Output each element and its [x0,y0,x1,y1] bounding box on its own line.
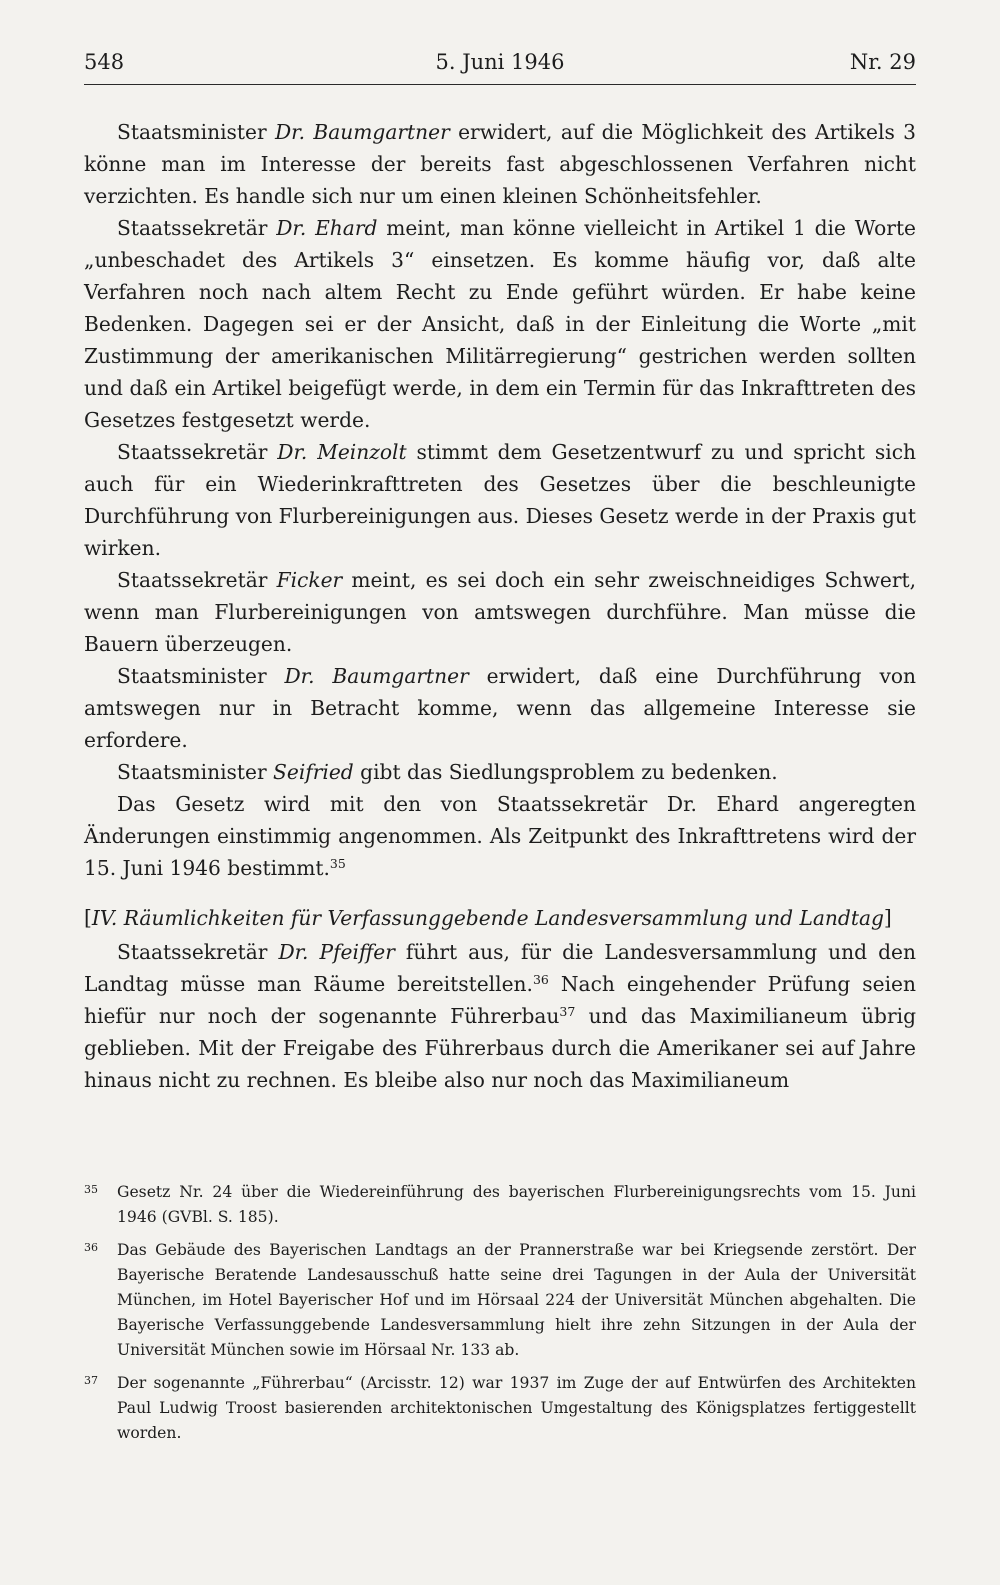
footnote-text: Der sogenannte „Führerbau“ (Arcisstr. 12) war 1937 im Zuge der auf Entwürfen des Architekten Paul Ludwig Troost basierenden architektonischen Umgestaltung des Königsplatzes fertiggestellt worden. [117,1374,916,1442]
footnote-number: 36 [84,1241,98,1254]
paragraph-text: erwidert, auf die Möglichkeit des Artikels 3 könne man im Interesse der bereits fast abgeschlossenen Verfahren nicht verzichten. Es handle sich nur um einen kleinen Schönheitsfehler. [84,120,917,208]
paragraph [84,936,916,1096]
header-date: 5. Juni 1946 [435,50,565,74]
speaker-role: Staatsminister [117,120,267,144]
speaker-title: Dr. [276,216,307,240]
speaker-name: Baumgartner [332,664,469,688]
paragraph-text: und das Maximilianeum übrig geblieben. Mit der Freigabe des Führerbaus durch die Amerikaner sei auf Jahre hinaus nicht zu rechnen. Es bleibe also nur noch das Maximilianeum [84,1004,916,1092]
speaker-role: Staatsminister [117,664,267,688]
running-header [84,50,916,84]
paragraph-text: führt aus, für die Landesversammlung und den Landtag müsse man Räume bereitstellen. [84,940,916,996]
heading-bracket-open: [ [84,906,92,930]
footnote-ref[interactable]: 37 [559,1004,576,1020]
footnote-ref[interactable]: 35 [329,856,346,872]
speaker-role: Staatssekretär [117,568,268,592]
footnote-ref[interactable]: 36 [532,972,549,988]
header-rule [84,84,916,85]
speaker-name: Meinzolt [317,440,407,464]
footnote-text: Das Gebäude des Bayerischen Landtags an der Prannerstraße war bei Kriegsende zerstört. Der Bayerische Beratende Landesausschuß hatte seine drei Tagungen in der Aula der Universität München, im Hotel Bayerischer Hof und im Hörsaal 224 der Universität München abgehalten. Die Bayerische Verfassunggebende Landesversammlung hielt ihre zehn Sitzungen in der Aula der Universität München sowie im Hörsaal Nr. 133 ab. [117,1241,916,1359]
page-number: 548 [84,50,125,74]
resolution-text: Das Gesetz wird mit den von Staatssekretär Dr. Ehard angeregten Änderungen einstimmig angenommen. Als Zeitpunkt des Inkrafttretens wird der 15. Juni 1946 bestimmt. [84,792,916,880]
speaker-role: Staatssekretär [117,940,268,964]
speaker-title: Dr. [284,664,315,688]
speaker-role: Staatssekretär [117,216,268,240]
speaker-title: Dr. [278,940,309,964]
paragraph-text: gibt das Siedlungsproblem zu bedenken. [360,760,778,784]
issue-number: Nr. 29 [849,50,916,74]
speaker-name: Ehard [315,216,378,240]
footnote [84,1180,916,1230]
heading-bracket-close: ] [883,906,892,930]
speaker-title: Dr. [274,120,306,144]
paragraph-text: erwidert, daß eine Durchführung von amtswegen nur in Betracht komme, wenn das allgemeine Interesse sie erfordere. [84,664,917,752]
footnote-number: 37 [84,1374,98,1387]
speaker-role: Staatsminister [117,760,267,784]
speaker-name: Ficker [276,568,343,592]
paragraph [84,564,916,660]
paragraph [84,116,916,212]
paragraph [84,212,916,436]
paragraph [84,756,916,788]
footnote-text: Gesetz Nr. 24 über die Wiedereinführung des bayerischen Flurbereinigungsrechts vom 15. Juni 1946 (GVBl. S. 185). [117,1183,916,1226]
speaker-title: Dr. [277,440,308,464]
paragraph-text: meint, es sei doch ein sehr zweischneidiges Schwert, wenn man Flurbereinigungen von amtswegen durchführe. Man müsse die Bauern überzeugen. [84,568,916,656]
paragraph [84,660,916,756]
footnote-number: 35 [84,1183,98,1196]
footnote [84,1238,916,1363]
speaker-name: Pfeiffer [319,940,395,964]
speaker-name: Seifried [273,760,354,784]
section-heading [84,902,916,934]
main-text [84,116,916,1096]
paragraph-text: Nach eingehender Prüfung seien hiefür nur noch der sogenannte Führerbau [84,972,916,1028]
paragraph [84,436,916,564]
heading-text: IV. Räumlichkeiten für Verfassunggebende Landesversammlung und Landtag [91,906,884,930]
paragraph-text: stimmt dem Gesetzentwurf zu und spricht sich auch für ein Wiederinkrafttreten des Gesetzes über die beschleunigte Durchführung von Flurbereinigungen aus. Dieses Gesetz werde in der Praxis gut wirken. [84,440,917,560]
speaker-name: Baumgartner [313,120,450,144]
speaker-role: Staatssekretär [117,440,268,464]
resolution-paragraph [84,788,916,884]
paragraph-text: meint, man könne vielleicht in Artikel 1 die Worte „unbeschadet des Artikels 3“ einsetzen. Es komme häufig vor, daß alte Verfahren noch nach altem Recht zu Ende geführt würden. Er habe keine Bedenken. Dagegen sei er der Ansicht, daß in der Einleitung die Worte „mit Zustimmung der amerikanischen Militärregierung“ gestrichen werden sollten und daß ein Artikel beigefügt werde, in dem ein Termin für das Inkrafttreten des Gesetzes festgesetzt werde. [84,216,916,432]
footnotes [84,1180,916,1454]
footnote [84,1371,916,1446]
